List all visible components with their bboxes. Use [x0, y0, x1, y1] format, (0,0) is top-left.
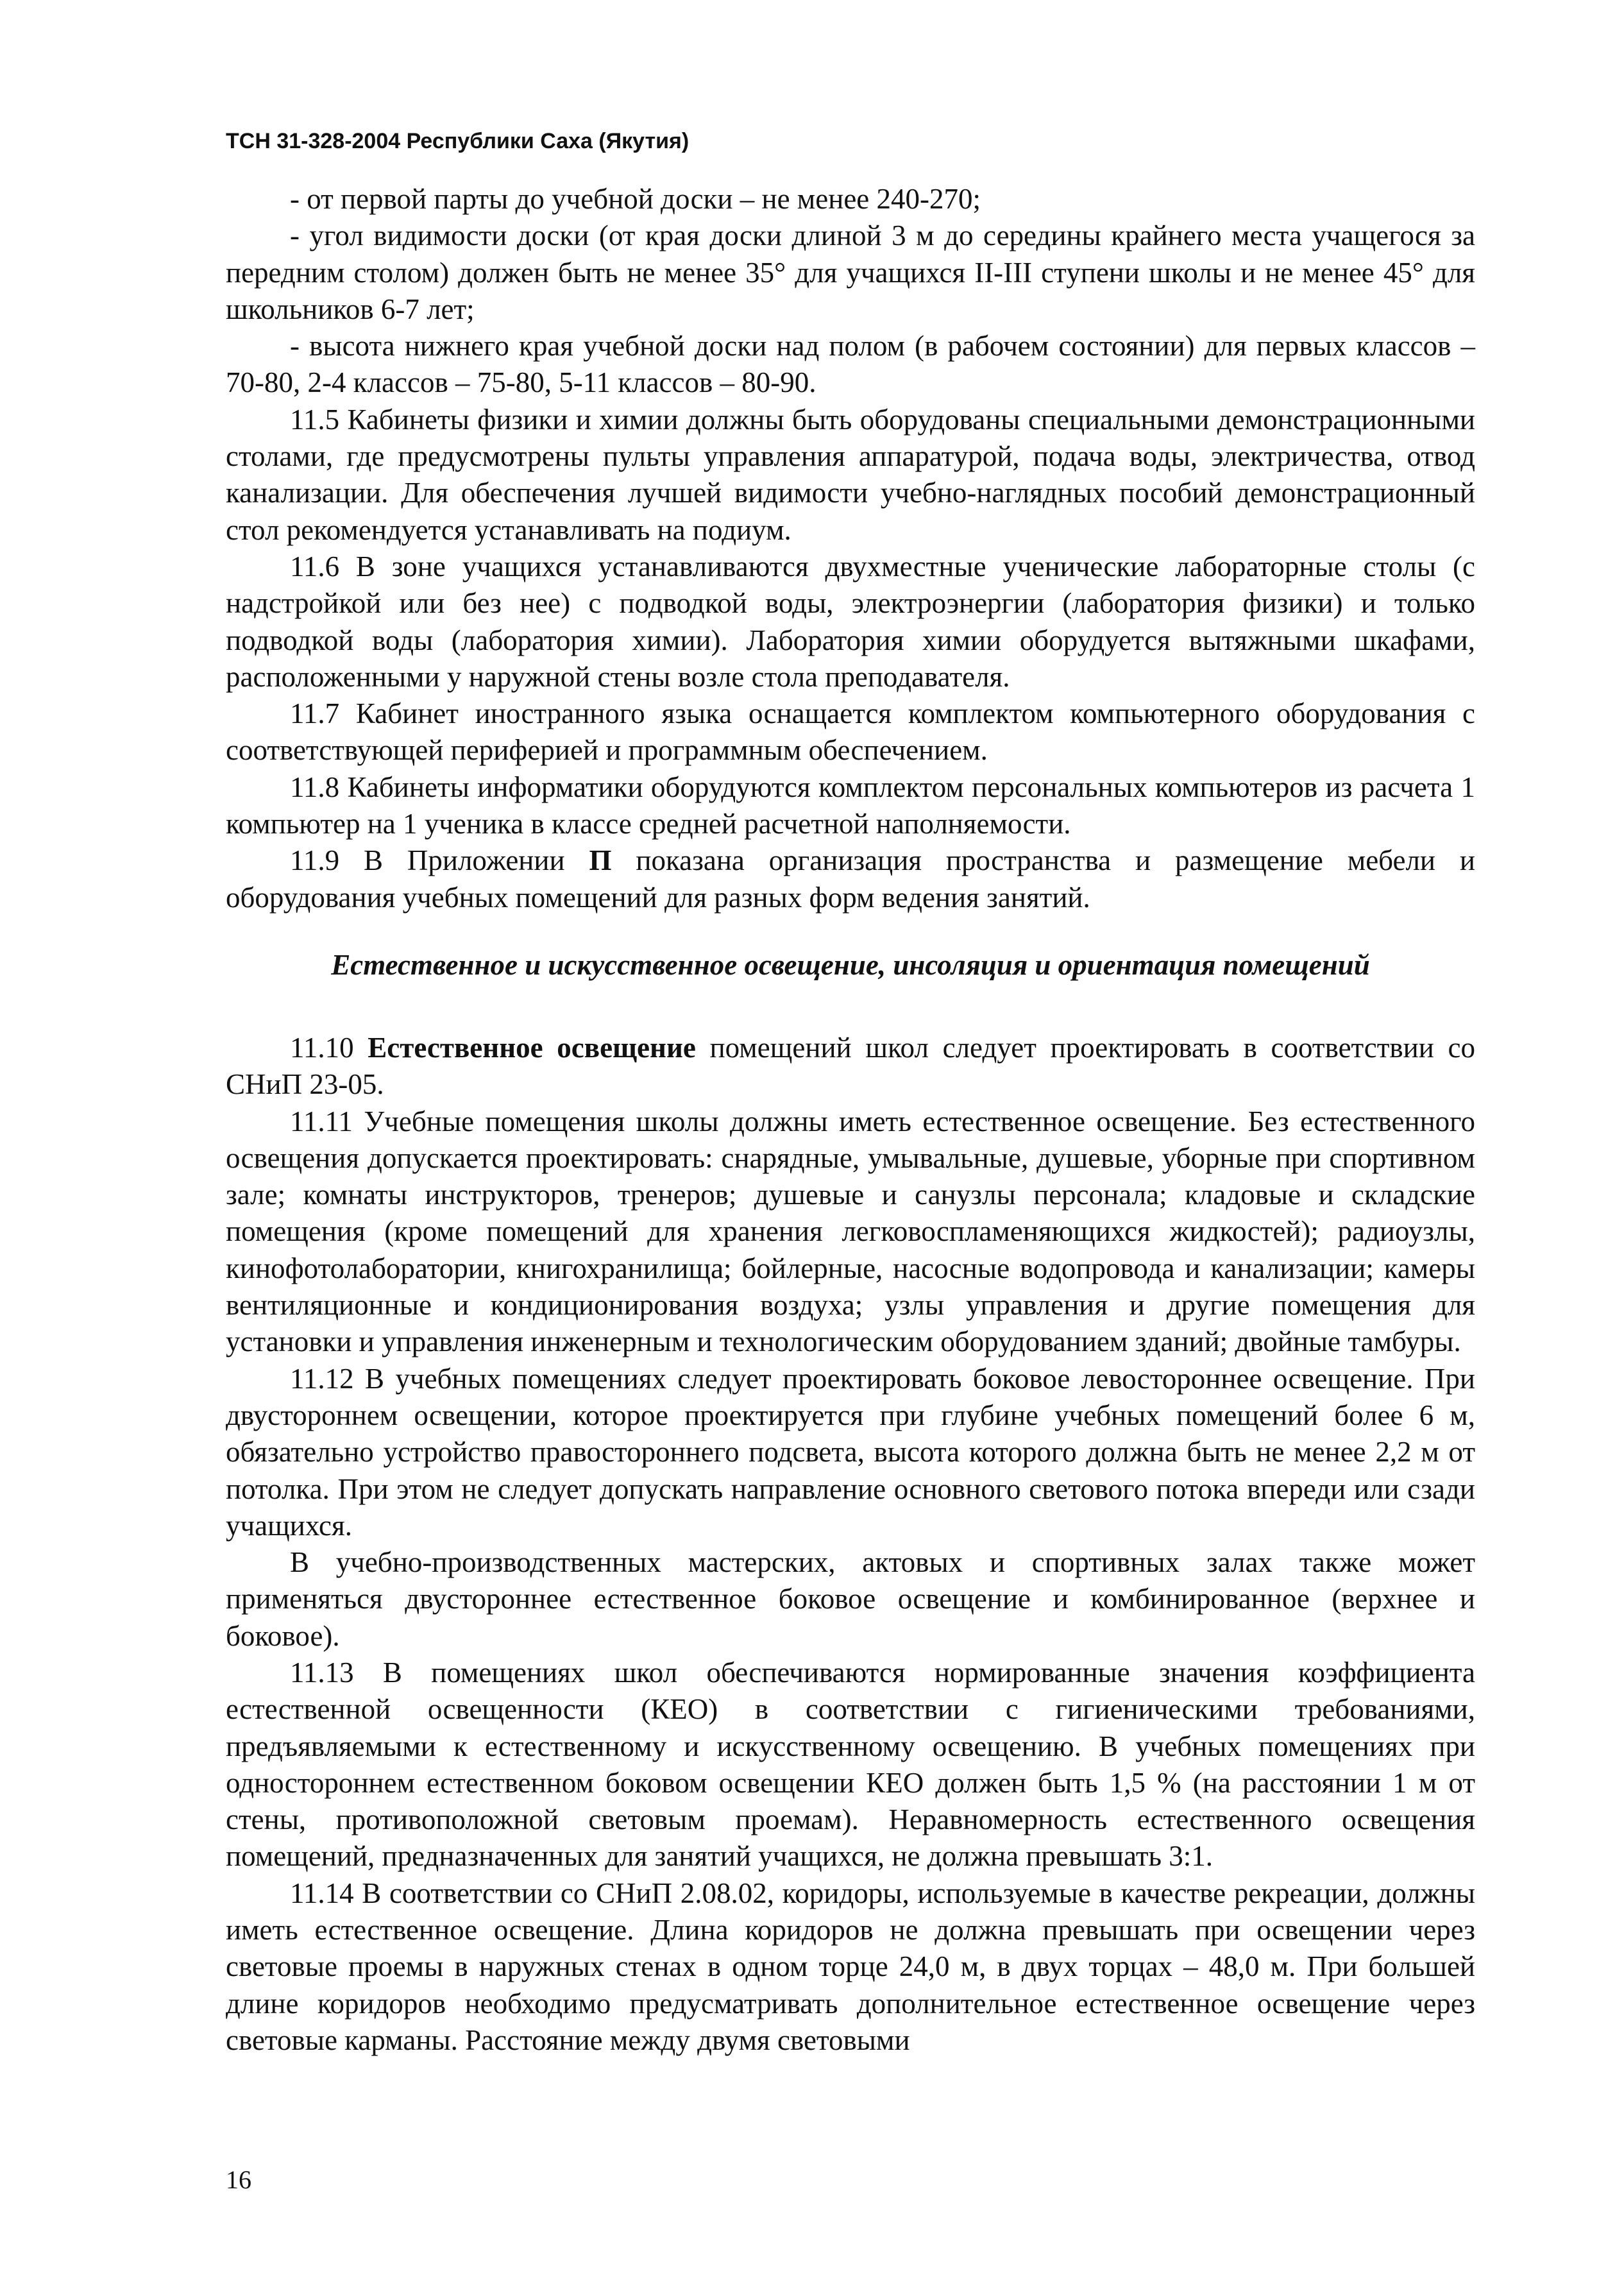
paragraph-11-9-end: показана организация пространства и размещение мебели и оборудования учебных помещений для разных форм ведения занятий.	[226, 844, 1475, 914]
paragraph-11-12: 11.12 В учебных помещениях следует проектировать боковое левостороннее освещение. При двустороннем освещении, которое проектируется при глубине учебных помещений более 6 м, обязательно устройство правостороннего подсвета, высота которого должна быть не менее 2,2 м от потолка. При этом не следует допускать направление основного светового потока впереди или сзади учащихся.	[226, 1362, 1475, 1542]
paragraph-11-7: 11.7 Кабинет иностранного языка оснащается комплектом компьютерного оборудования с соответствующей периферией и программным обеспечением.	[226, 697, 1475, 767]
paragraph-11-5: 11.5 Кабинеты физики и химии должны быть оборудованы специальными демонстрационными столами, где предусмотрены пульты управления аппаратурой, подача воды, электричества, отвод канализации. Для обеспечения лучшей видимости учебно-наглядных пособий демонстрационный стол рекомендуется устанавливать на подиум.	[226, 403, 1475, 546]
paragraph-11-8: 11.8 Кабинеты информатики оборудуются комплектом персональных компьютеров из расчета 1 компьютер на 1 ученика в классе средней расчетной наполняемости.	[226, 770, 1475, 840]
paragraph-11-6: 11.6 В зоне учащихся устанавливаются двухместные ученические лабораторные столы (с надстройкой или без нее) с подводкой воды, электроэнергии (лаборатория физики) и только подводкой воды (лаборатория химии). Лаборатория химии оборудуется вытяжными шкафами, расположенными у наружной стены возле стола преподавателя.	[226, 550, 1475, 693]
paragraph-11-9-start: 11.9 В Приложении	[290, 844, 589, 877]
paragraph-dash-1: - от первой парты до учебной доски – не менее 240-270;	[290, 183, 981, 215]
page-number: 16	[226, 2165, 251, 2194]
paragraph-11-10-number: 11.10	[290, 1031, 368, 1064]
paragraph-11-10-term: Естественное освещение	[368, 1031, 696, 1064]
paragraph-11-9	[226, 842, 1475, 916]
paragraph-11-11: 11.11 Учебные помещения школы должны иметь естественное освещение. Без естественного освещения допускается проектировать: снарядные, умывальные, душевые, уборные при спортивном зале; комнаты инструкторов, тренеров; душевые и санузлы персонала; кладовые и складские помещения (кроме помещений для хранения легковоспламеняющихся жидкостей); радиоузлы, кинофотолаборатории, книгохранилища; бойлерные, насосные водопровода и канализации; камеры вентиляционные и кондиционирования воздуха; узлы управления и другие помещения для установки и управления инженерным и технологическим оборудованием зданий; двойные тамбуры.	[226, 1105, 1475, 1358]
body-text	[226, 181, 1475, 2059]
appendix-letter: П	[589, 844, 612, 877]
running-header: ТСН 31-328-2004 Республики Саха (Якутия)	[226, 129, 689, 153]
paragraph-11-10	[226, 1030, 1475, 1103]
paragraph-11-14: 11.14 В соответствии со СНиП 2.08.02, коридоры, используемые в качестве рекреации, должны иметь естественное освещение. Длина коридоров не должна превышать при освещении через световые проемы в наружных стенах в одном торце 24,0 м, в двух торцах – 48,0 м. При большей длине коридоров необходимо предусматривать дополнительное естественное освещение через световые карманы. Расстояние между двумя световыми	[226, 1877, 1475, 2056]
paragraph-dash-2: - угол видимости доски (от края доски длиной 3 м до середины крайнего места учащегося за передним столом) должен быть не менее 35° для учащихся II-III ступени школы и не менее 45° для школьников 6-7 лет;	[226, 219, 1475, 325]
paragraph-dash-3: - высота нижнего края учебной доски над полом (в рабочем состоянии) для первых классов – 70-80, 2-4 классов – 75-80, 5-11 классов – 80-90.	[226, 330, 1475, 399]
paragraph-11-13: 11.13 В помещениях школ обеспечиваются нормированные значения коэффициента естественной освещенности (КЕО) в соответствии с гигиеническими требованиями, предъявляемыми к естественному и искусственному освещению. В учебных помещениях при одностороннем естественном боковом освещении КЕО должен быть 1,5 % (на расстоянии 1 м от стены, противоположной световым проемам). Неравномерность естественного освещения помещений, предназначенных для занятий учащихся, не должна превышать 3:1.	[226, 1656, 1475, 1873]
paragraph-workshops: В учебно-производственных мастерских, актовых и спортивных залах также может применяться двустороннее естественное боковое освещение и комбинированное (верхнее и боковое).	[226, 1546, 1475, 1652]
paragraph-11-10-end: помещений школ следует проектировать в соответствии со СНиП 23-05.	[226, 1031, 1475, 1101]
section-heading: Естественное и искусственное освещение, инсоляция и ориентация помещений	[331, 948, 1370, 981]
